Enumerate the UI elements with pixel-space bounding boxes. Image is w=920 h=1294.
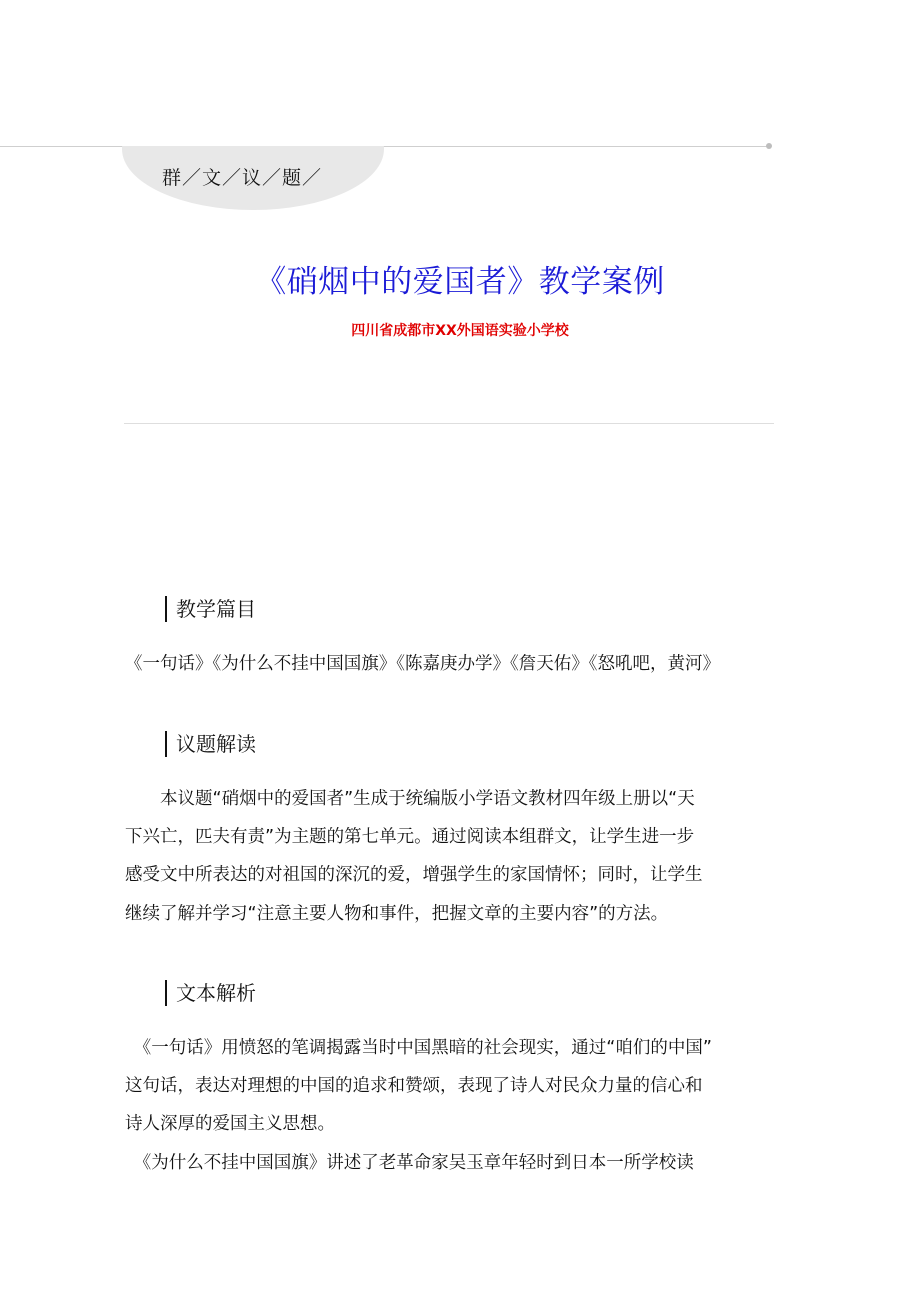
topic-paragraph-line-4: 继续了解并学习“注意主要人物和事件，把握文章的主要内容”的方法。 [125,904,669,924]
header-rule [0,146,768,147]
series-label: 群／文／议／题／ [162,167,323,189]
title-divider [124,423,774,424]
heading-text-analysis: 文本解析 [165,980,256,1006]
document-title: 《硝烟中的爱国者》教学案例 [255,264,665,300]
analysis-paragraph-line-2: 这句话，表达对理想的中国的追求和赞颂，表现了诗人对民众力量的信心和 [125,1076,703,1096]
school-name: 四川省成都市XX外国语实验小学校 [351,323,569,339]
topic-paragraph-line-1: 本议题“硝烟中的爱国者”生成于统编版小学语文教材四年级上册以“天 [125,789,695,809]
topic-paragraph-line-3: 感受文中所表达的对祖国的深沉的爱，增强学生的家国情怀；同时，让学生 [125,865,703,885]
heading-reading-list: 教学篇目 [165,596,256,622]
topic-paragraph-line-2: 下兴亡，匹夫有责”为主题的第七单元。通过阅读本组群文，让学生进一步 [125,827,695,847]
reading-list-line: 《一句话》《为什么不挂中国国旗》《陈嘉庚办学》《詹天佑》《怒吼吧，黄河》 [125,654,720,674]
header-rule-dot [766,143,772,149]
analysis-paragraph-line-4: 《为什么不挂中国国旗》讲述了老革命家吴玉章年轻时到日本一所学校读 [125,1153,694,1173]
heading-topic-interpretation: 议题解读 [165,731,256,757]
analysis-paragraph-line-1: 《一句话》用愤怒的笔调揭露当时中国黑暗的社会现实，通过“咱们的中国” [125,1038,712,1058]
analysis-paragraph-line-3: 诗人深厚的爱国主义思想。 [125,1114,335,1134]
series-tab [122,88,384,210]
